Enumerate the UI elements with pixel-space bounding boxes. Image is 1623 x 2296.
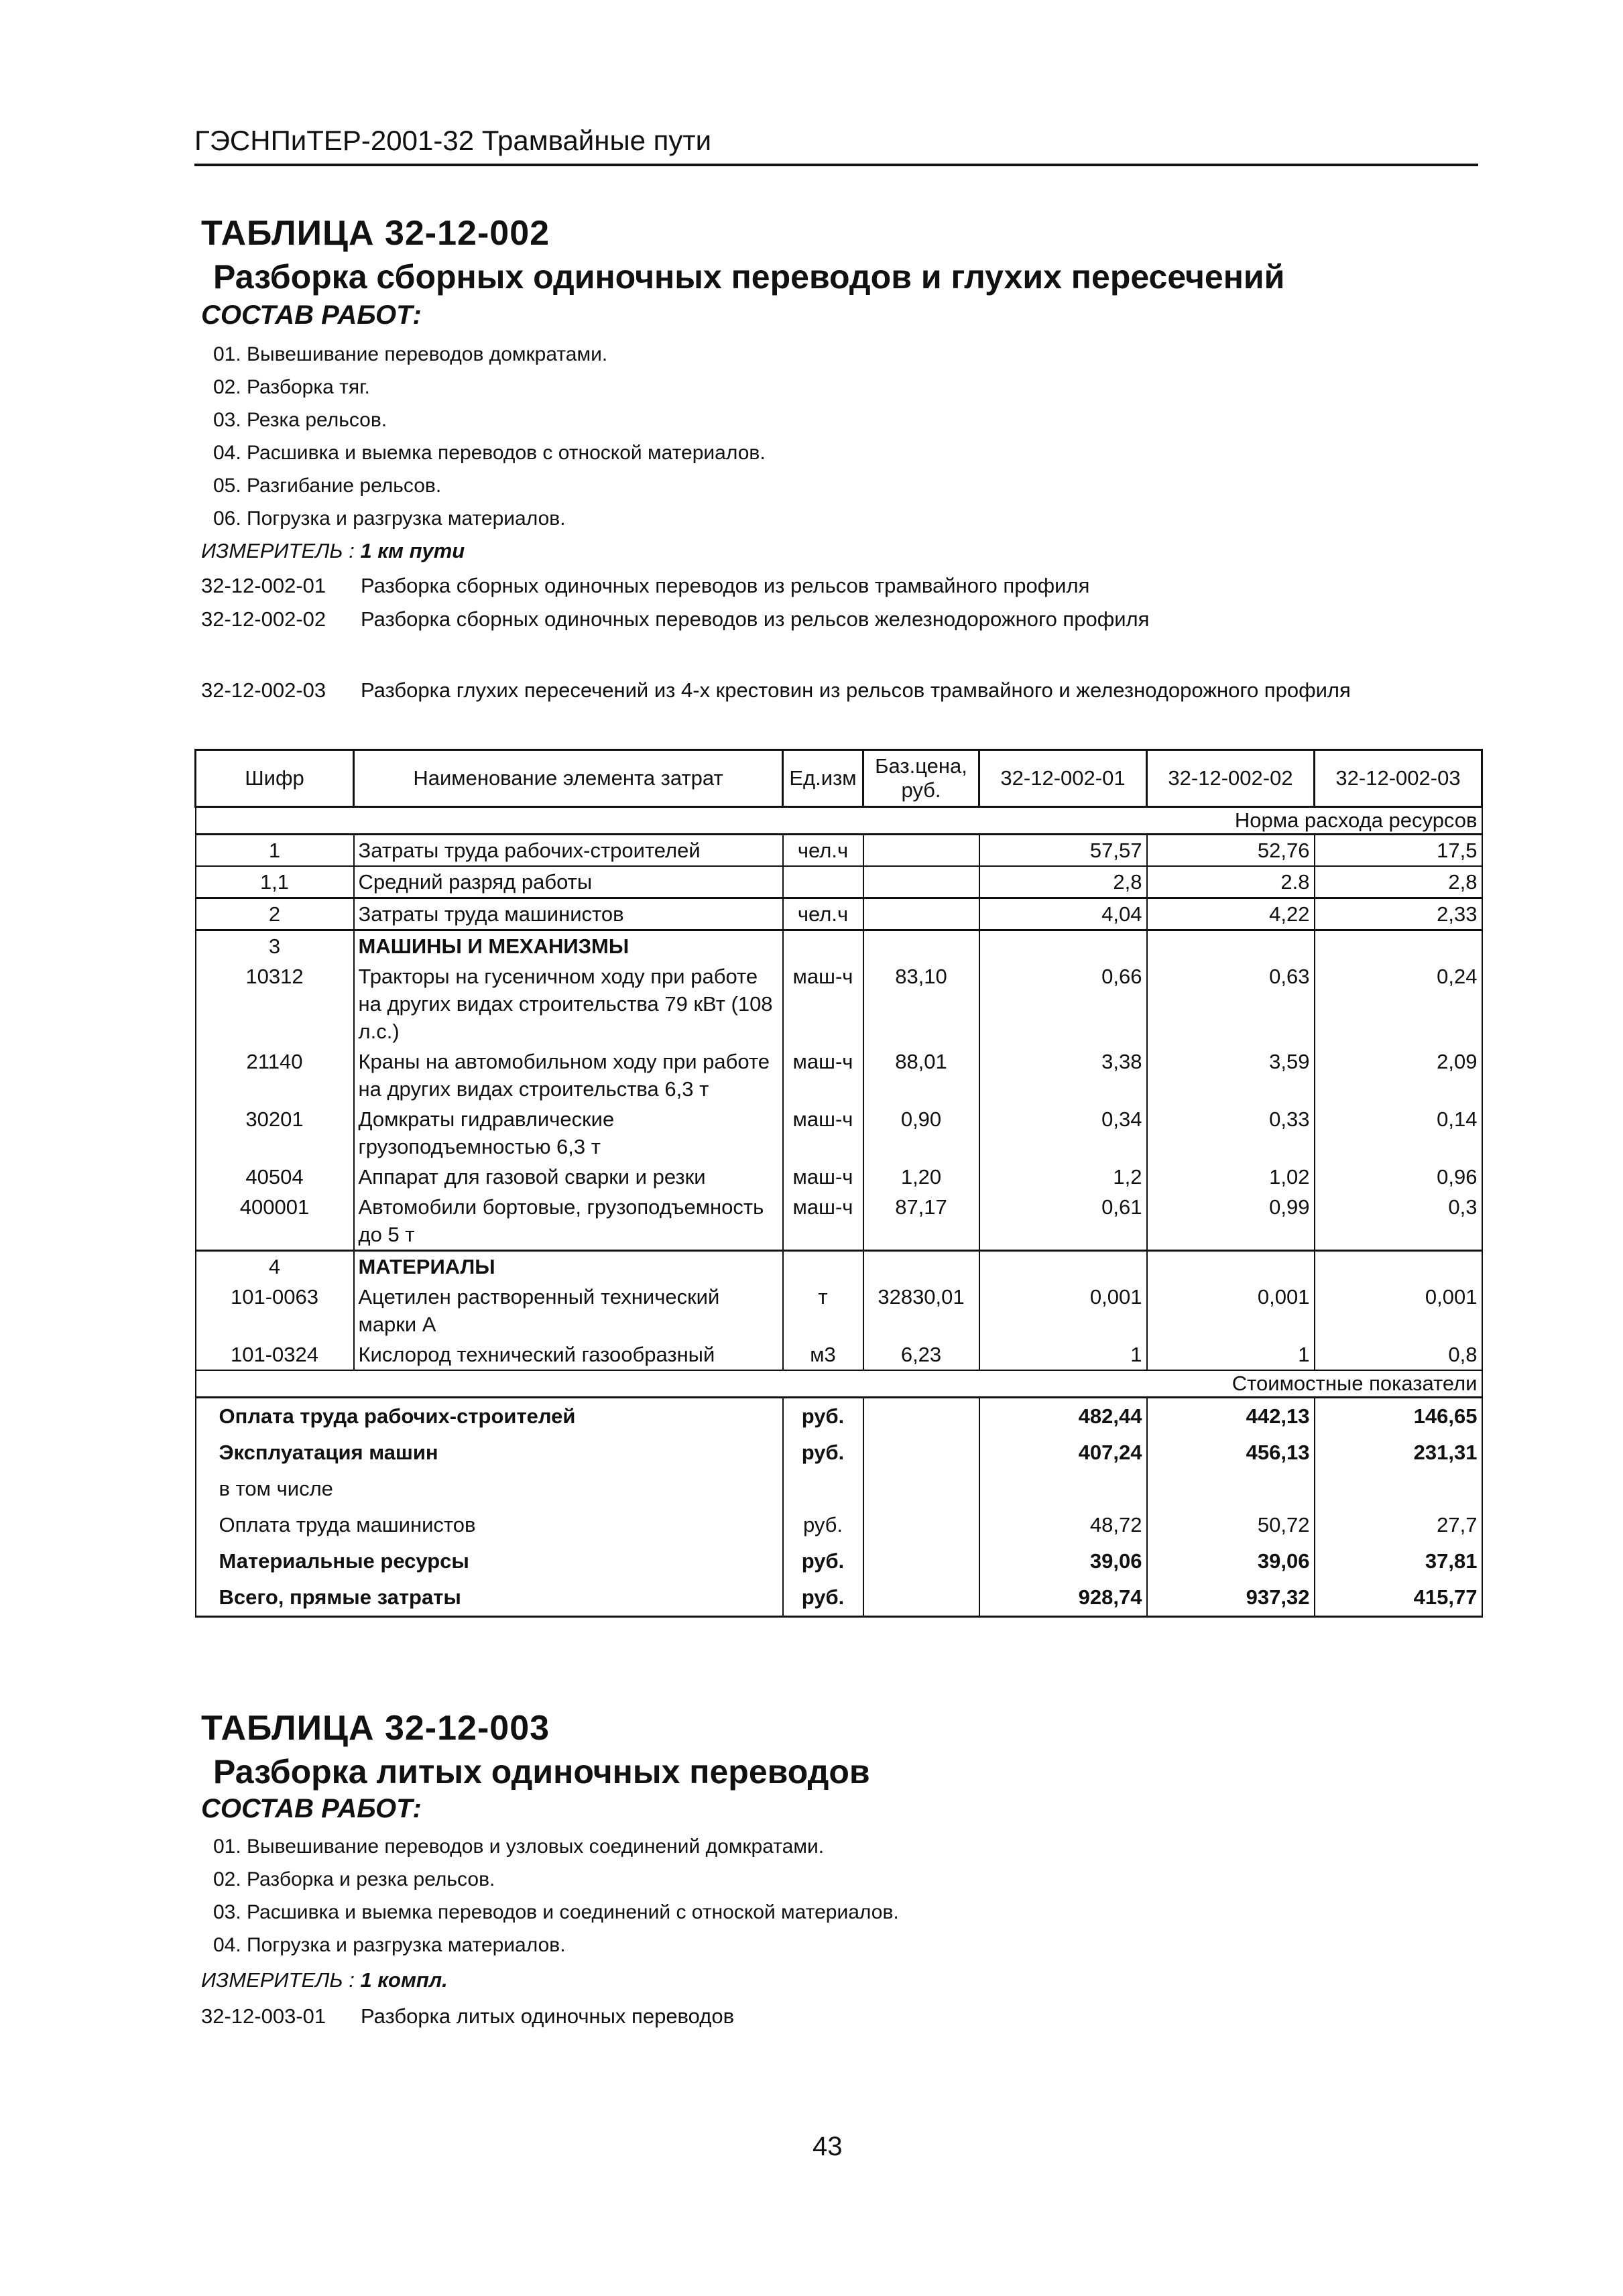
table-title-32-12-003: ТАБЛИЦА 32-12-003 [201,1709,550,1748]
row-v1: 3,38 [979,1046,1147,1104]
table-row [196,1339,1482,1370]
row-price: 87,17 [863,1192,979,1251]
row-v1: 1 [979,1339,1147,1370]
summary-price [863,1579,979,1617]
summary-v1: 407,24 [979,1435,1147,1471]
table-subtitle-32-12-002: Разборка сборных одиночных переводов и глухих пересечений [213,258,1285,296]
summary-v3 [1315,1471,1482,1507]
row-price: 32830,01 [863,1282,979,1339]
resource-table-32-12-002 [194,749,1483,1618]
summary-v1: 48,72 [979,1507,1147,1543]
row-unit: маш-ч [783,1162,863,1192]
summary-v3: 37,81 [1315,1543,1482,1579]
row-unit: чел.ч [783,835,863,867]
work-item: 05. Разгибание рельсов. [213,475,442,497]
row-price [863,930,979,962]
row-unit: маш-ч [783,961,863,1046]
row-v1 [979,930,1147,962]
row-code: 101-0324 [196,1339,354,1370]
summary-price [863,1507,979,1543]
col-header-v2: 32-12-002-02 [1147,750,1315,807]
work-item: 04. Расшивка и выемка переводов с отноской материалов. [213,442,766,464]
row-name: Кислород технический газообразный [354,1339,783,1370]
row-v2: 0,33 [1147,1104,1315,1162]
work-item: 01. Вывешивание переводов и узловых соединений домкратами. [213,1835,825,1858]
col-header-unit: Ед.изм [783,750,863,807]
row-v2: 0,99 [1147,1192,1315,1251]
code-id: 32-12-002-02 [201,607,326,631]
summary-v1 [979,1471,1147,1507]
row-v3: 2,09 [1315,1046,1482,1104]
row-v1: 2,8 [979,866,1147,898]
row-v2: 52,76 [1147,835,1315,867]
code-row [201,678,1351,703]
summary-unit: руб. [783,1398,863,1435]
summary-price [863,1471,979,1507]
row-v3: 0,14 [1315,1104,1482,1162]
code-id: 32-12-002-01 [201,574,326,597]
work-item: 02. Разборка и резка рельсов. [213,1868,495,1890]
row-price: 1,20 [863,1162,979,1192]
row-price: 83,10 [863,961,979,1046]
row-name: Затраты труда машинистов [354,898,783,930]
table-header-row [196,750,1482,807]
summary-row [196,1507,1482,1543]
summary-v2 [1147,1471,1315,1507]
works-list-32-12-003 [213,1830,899,1961]
summary-price [863,1543,979,1579]
summary-row [196,1398,1482,1435]
norm-caption-row [196,807,1482,835]
table-row-section [196,1251,1482,1282]
table-row [196,898,1482,930]
summary-label: Эксплуатация машин [196,1435,783,1471]
measure-32-12-002 [201,539,465,563]
row-v2: 2.8 [1147,866,1315,898]
col-header-price: Баз.цена, руб. [863,750,979,807]
work-item: 03. Резка рельсов. [213,409,387,431]
col-header-v3: 32-12-002-03 [1315,750,1482,807]
row-code: 21140 [196,1046,354,1104]
row-unit [783,866,863,898]
code-desc: Разборка литых одиночных переводов [361,2004,735,2028]
summary-unit: руб. [783,1435,863,1471]
row-code: 4 [196,1251,354,1282]
row-v2: 1 [1147,1339,1315,1370]
row-code: 101-0063 [196,1282,354,1339]
row-v3: 0,8 [1315,1339,1482,1370]
row-price [863,835,979,867]
row-v3 [1315,930,1482,962]
code-desc: Разборка глухих пересечений из 4-х крестовин из рельсов трамвайного и железнодорожного профиля [361,678,1351,702]
row-name: Автомобили бортовые, грузоподъемность до 5 т [354,1192,783,1251]
row-unit [783,1251,863,1282]
row-v2: 1,02 [1147,1162,1315,1192]
row-v3: 2,33 [1315,898,1482,930]
summary-v2: 50,72 [1147,1507,1315,1543]
table-row-section [196,930,1482,962]
measure-unit: 1 км пути [360,539,465,562]
row-v3: 2,8 [1315,866,1482,898]
row-v3: 17,5 [1315,835,1482,867]
row-v1: 4,04 [979,898,1147,930]
works-list-32-12-002 [213,338,766,535]
row-name: Ацетилен растворенный технический марки А [354,1282,783,1339]
row-v3 [1315,1251,1482,1282]
row-unit: т [783,1282,863,1339]
summary-v1: 928,74 [979,1579,1147,1617]
summary-price [863,1398,979,1435]
code-desc: Разборка сборных одиночных переводов из рельсов железнодорожного профиля [361,607,1150,631]
code-row [201,574,1089,598]
row-v1 [979,1251,1147,1282]
summary-row [196,1435,1482,1471]
col-header-v1: 32-12-002-01 [979,750,1147,807]
summary-unit [783,1471,863,1507]
row-code: 400001 [196,1192,354,1251]
header-text: ГЭСНПиТЕР-2001-32 Трамвайные пути [194,125,712,156]
row-unit: м3 [783,1339,863,1370]
row-unit [783,930,863,962]
measure-label: ИЗМЕРИТЕЛЬ : [201,1968,355,1992]
section-title: МАШИНЫ И МЕХАНИЗМЫ [354,930,783,962]
table-subtitle-32-12-003: Разборка литых одиночных переводов [213,1753,870,1791]
row-price [863,1251,979,1282]
row-price: 88,01 [863,1046,979,1104]
row-unit: маш-ч [783,1046,863,1104]
row-name: Краны на автомобильном ходу при работе на других видах строительства 6,3 т [354,1046,783,1104]
code-desc: Разборка сборных одиночных переводов из рельсов трамвайного профиля [361,574,1090,597]
cost-caption-row [196,1370,1482,1398]
row-v3: 0,3 [1315,1192,1482,1251]
summary-label: Материальные ресурсы [196,1543,783,1579]
code-row [201,2004,734,2029]
row-price: 0,90 [863,1104,979,1162]
row-price [863,866,979,898]
summary-row [196,1471,1482,1507]
row-unit: маш-ч [783,1104,863,1162]
table-row [196,835,1482,867]
code-row [201,607,1149,631]
running-header [194,121,1478,166]
summary-row [196,1543,1482,1579]
page-number: 43 [813,2132,843,2161]
work-item: 02. Разборка тяг. [213,376,370,398]
row-v2: 0,63 [1147,961,1315,1046]
summary-row [196,1579,1482,1617]
row-code: 3 [196,930,354,962]
table-row [196,866,1482,898]
code-id: 32-12-003-01 [201,2004,326,2028]
row-price [863,898,979,930]
row-v2 [1147,930,1315,962]
measure-32-12-003 [201,1968,448,1992]
row-v1: 0,61 [979,1192,1147,1251]
row-code: 1 [196,835,354,867]
work-item: 01. Вывешивание переводов домкратами. [213,343,608,365]
col-header-name: Наименование элемента затрат [354,750,783,807]
summary-unit: руб. [783,1579,863,1617]
summary-price [863,1435,979,1471]
row-v1: 0,001 [979,1282,1147,1339]
table-row [196,1192,1482,1251]
summary-unit: руб. [783,1543,863,1579]
row-code: 10312 [196,961,354,1046]
row-v2: 4,22 [1147,898,1315,930]
table-row [196,1104,1482,1162]
row-v1: 1,2 [979,1162,1147,1192]
summary-v2: 937,32 [1147,1579,1315,1617]
table-row [196,961,1482,1046]
row-code: 2 [196,898,354,930]
summary-label: Всего, прямые затраты [196,1579,783,1617]
row-name: Аппарат для газовой сварки и резки [354,1162,783,1192]
summary-v3: 27,7 [1315,1507,1482,1543]
code-id: 32-12-002-03 [201,678,326,702]
row-v2: 0,001 [1147,1282,1315,1339]
works-label-32-12-002: СОСТАВ РАБОТ: [201,300,422,330]
row-v3: 0,96 [1315,1162,1482,1192]
summary-v2: 442,13 [1147,1398,1315,1435]
row-unit: маш-ч [783,1192,863,1251]
work-item: 04. Погрузка и разгрузка материалов. [213,1934,566,1956]
col-header-code: Шифр [196,750,354,807]
summary-v3: 231,31 [1315,1435,1482,1471]
row-v3: 0,24 [1315,961,1482,1046]
cost-caption: Стоимостные показатели [196,1370,1482,1398]
work-item: 03. Расшивка и выемка переводов и соединений с отноской материалов. [213,1901,899,1923]
row-code: 1,1 [196,866,354,898]
summary-label: в том числе [196,1471,783,1507]
row-v3: 0,001 [1315,1282,1482,1339]
summary-label: Оплата труда рабочих-строителей [196,1398,783,1435]
summary-v1: 482,44 [979,1398,1147,1435]
works-label-32-12-003: СОСТАВ РАБОТ: [201,1794,422,1823]
summary-v3: 146,65 [1315,1398,1482,1435]
measure-label: ИЗМЕРИТЕЛЬ : [201,539,355,562]
row-v1: 0,66 [979,961,1147,1046]
row-name: Затраты труда рабочих-строителей [354,835,783,867]
summary-label: Оплата труда машинистов [196,1507,783,1543]
measure-unit: 1 компл. [360,1968,448,1992]
row-price: 6,23 [863,1339,979,1370]
row-v2 [1147,1251,1315,1282]
table-title-32-12-002: ТАБЛИЦА 32-12-002 [201,214,550,253]
summary-v2: 456,13 [1147,1435,1315,1471]
row-unit: чел.ч [783,898,863,930]
summary-v1: 39,06 [979,1543,1147,1579]
summary-unit: руб. [783,1507,863,1543]
summary-v2: 39,06 [1147,1543,1315,1579]
table-row [196,1162,1482,1192]
row-code: 30201 [196,1104,354,1162]
summary-v3: 415,77 [1315,1579,1482,1617]
row-code: 40504 [196,1162,354,1192]
row-v2: 3,59 [1147,1046,1315,1104]
table-row [196,1046,1482,1104]
table-row [196,1282,1482,1339]
work-item: 06. Погрузка и разгрузка материалов. [213,507,566,530]
section-title: МАТЕРИАЛЫ [354,1251,783,1282]
row-v1: 57,57 [979,835,1147,867]
row-v1: 0,34 [979,1104,1147,1162]
row-name: Тракторы на гусеничном ходу при работе на других видах строительства 79 кВт (108 л.с.) [354,961,783,1046]
row-name: Домкраты гидравлические грузоподъемностью 6,3 т [354,1104,783,1162]
row-name: Средний разряд работы [354,866,783,898]
norm-caption: Норма расхода ресурсов [196,807,1482,835]
